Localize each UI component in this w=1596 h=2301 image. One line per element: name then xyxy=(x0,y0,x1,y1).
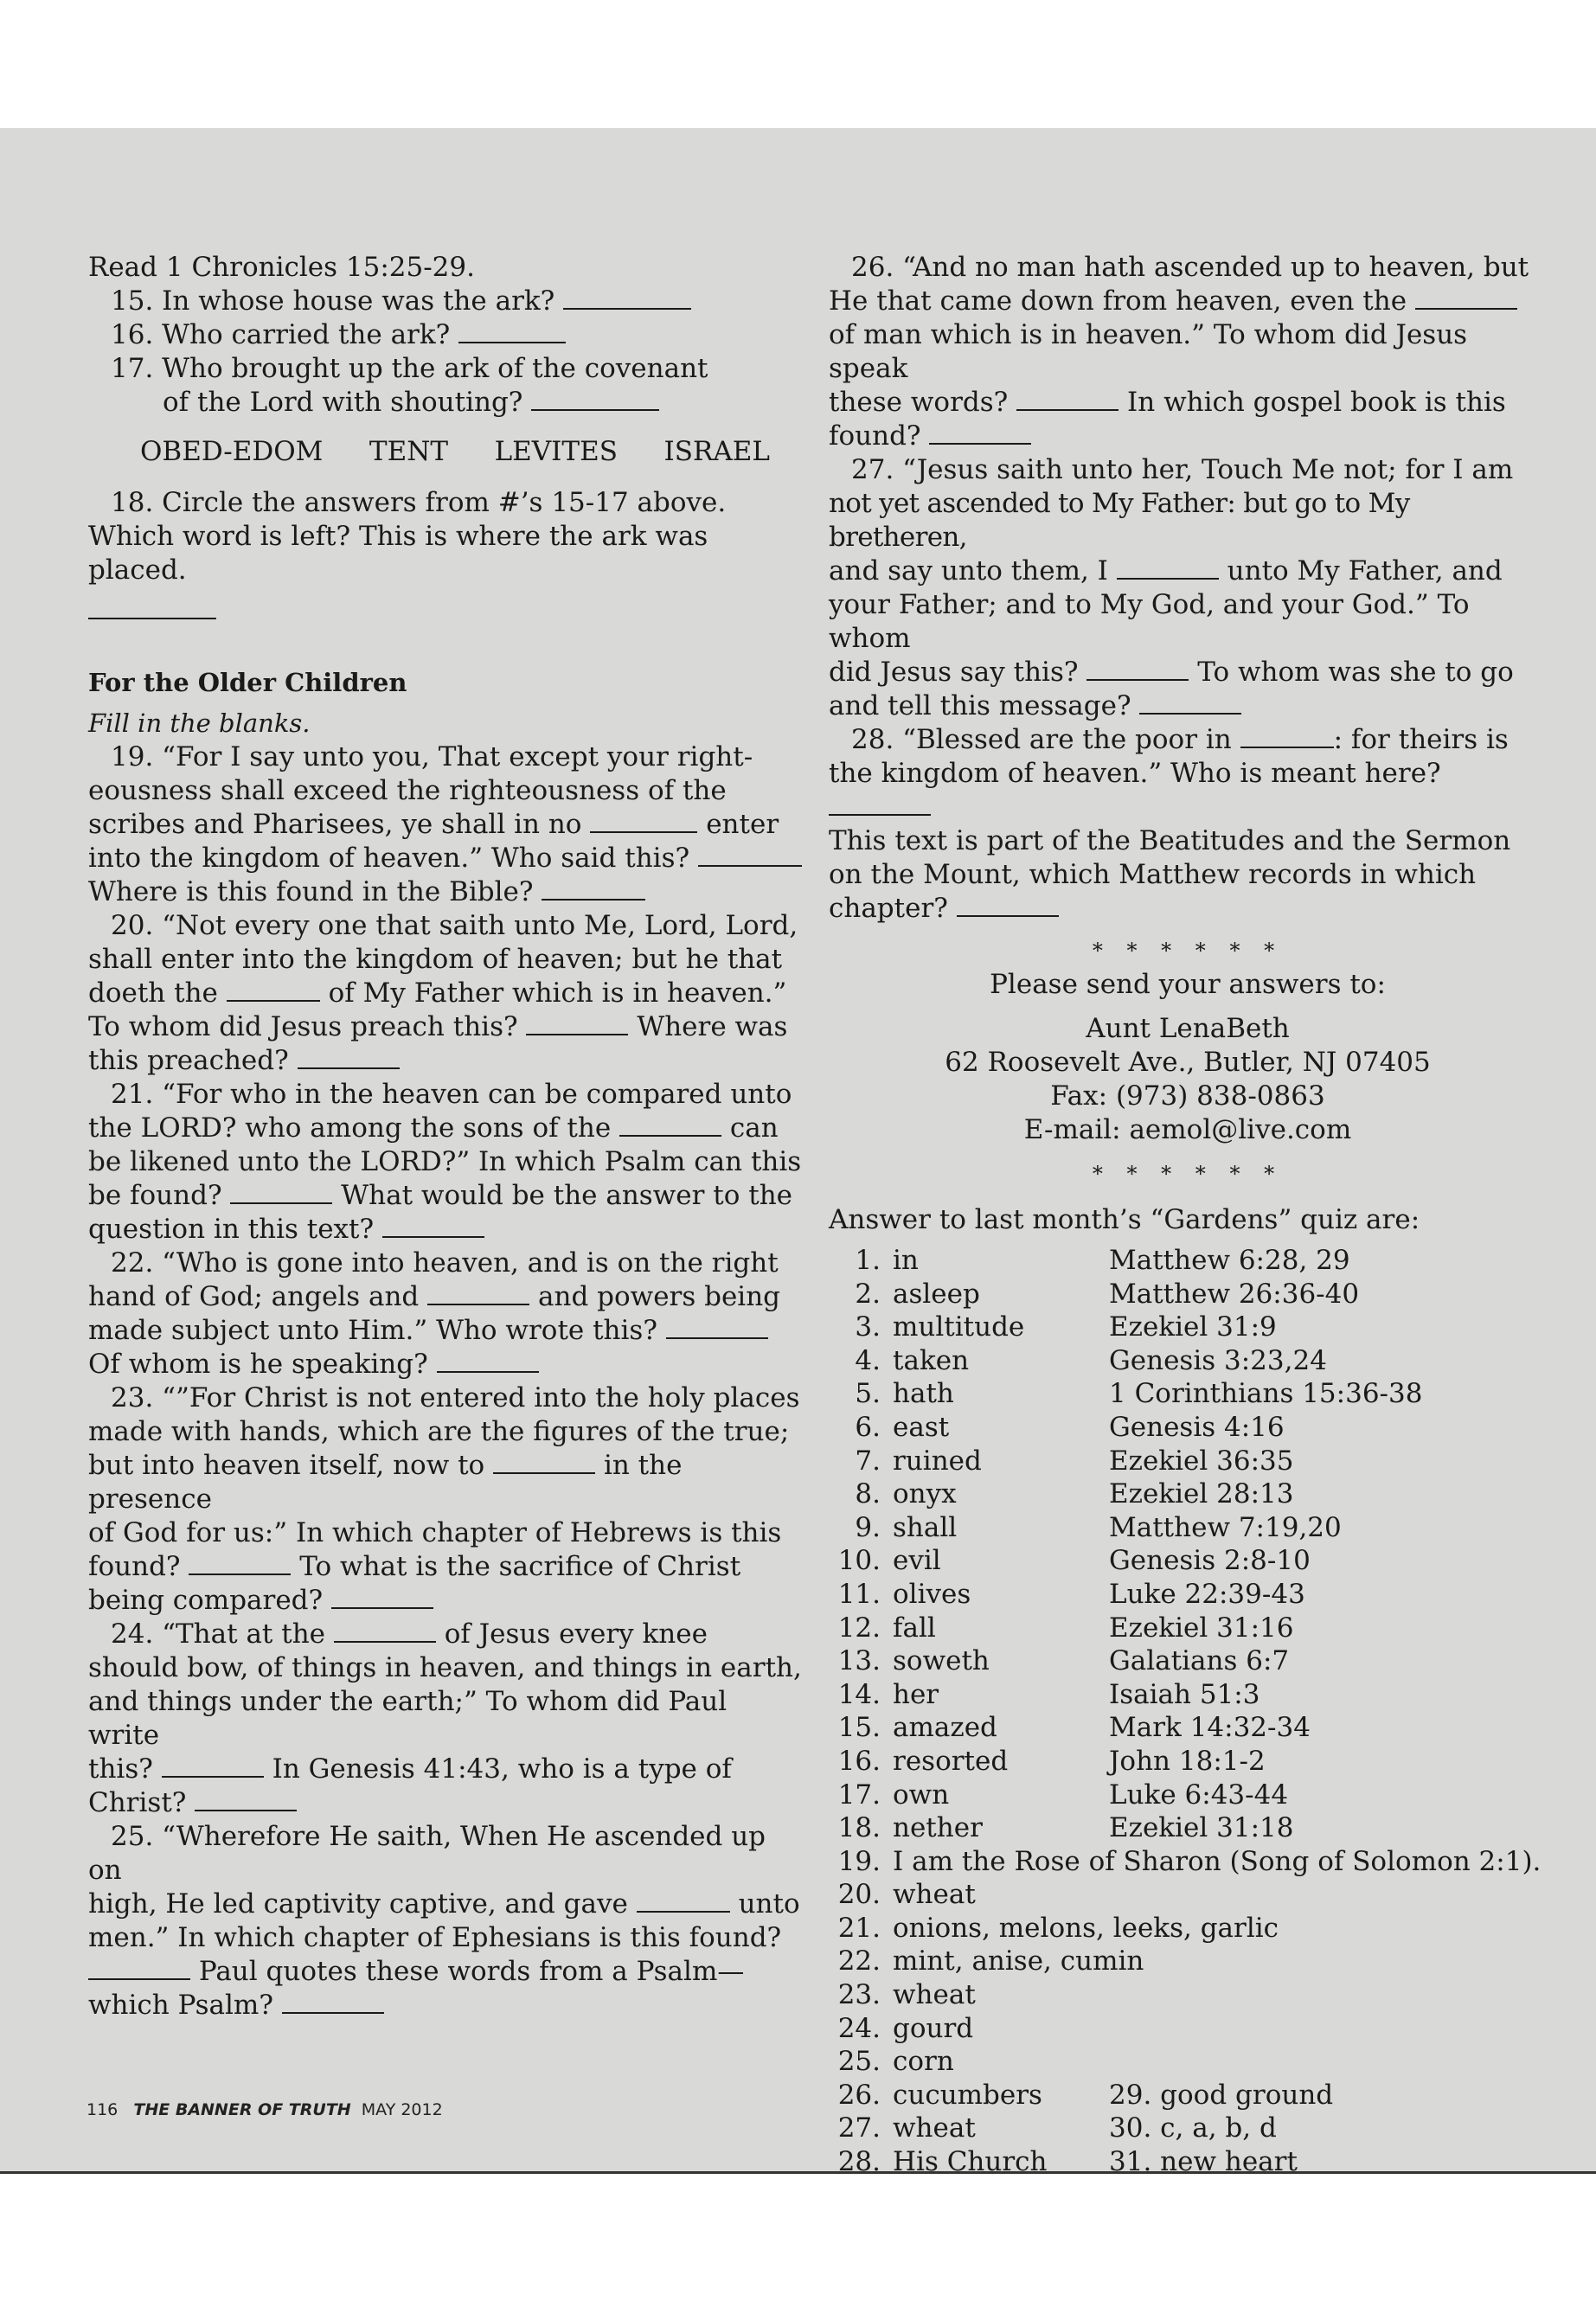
answer-word: c, a, b, d xyxy=(1160,2112,1277,2144)
answer-word: His Church xyxy=(893,2146,1048,2178)
answer-blank[interactable] xyxy=(829,795,931,816)
answer-word: asleep xyxy=(893,1278,980,1310)
answer-reference: John 18:1-2 xyxy=(1109,1745,1266,1777)
answer-number: 2. xyxy=(855,1278,881,1310)
answer-word: east xyxy=(893,1411,950,1443)
contact-fax: Fax: (973) 838-0863 xyxy=(1050,1080,1325,1112)
answer-number: 6. xyxy=(855,1411,881,1443)
answer-text: wheat xyxy=(893,1979,976,2011)
answer-reference: Ezekiel 31:18 xyxy=(1109,1812,1294,1844)
question-17: 17. Who brought up the ark of the covenant xyxy=(111,353,708,384)
answer-blank[interactable] xyxy=(437,1352,539,1373)
answer-row xyxy=(829,1445,1547,1478)
answer-text: onions, melons, leeks, garlic xyxy=(893,1912,1279,1944)
answer-blank[interactable] xyxy=(382,1217,484,1238)
answer-row xyxy=(829,1578,1547,1612)
question-22: 22. “Who is gone into heaven, and is on the right hand of God; angels and and powers being made subject unto Him.” Who wrote this? Of whom is he speaking? xyxy=(88,1247,781,1380)
answer-reference: Luke 6:43-44 xyxy=(1109,1779,1289,1811)
answer-word: shall xyxy=(893,1511,958,1543)
answer-blank[interactable] xyxy=(1016,390,1118,411)
answer-number: 11. xyxy=(837,1578,881,1610)
scan-bottom-margin xyxy=(0,2174,1596,2301)
question-28: 28. “Blessed are the poor in : for theirs is the kingdom of heaven.” Who is meant here? This text is part of the Beatitudes and the Sermon on the Mount, which Matthew records in which chapter? xyxy=(829,724,1511,924)
answer-blank[interactable] xyxy=(1086,660,1189,681)
answer-blank[interactable] xyxy=(162,1757,264,1778)
answer-number: 3. xyxy=(855,1311,881,1343)
answer-word: olives xyxy=(893,1578,971,1610)
section-heading: For the Older Children xyxy=(88,668,407,697)
answer-reference: Matthew 26:36-40 xyxy=(1109,1278,1360,1310)
answer-row xyxy=(829,1811,1547,1845)
answer-word: wheat xyxy=(893,2112,976,2144)
answer-row xyxy=(829,1912,1547,1945)
answer-row xyxy=(829,1344,1547,1378)
question-21: 21. “For who in the heaven can be compared unto the LORD? who among the sons of the can be likened unto the LORD?” In which Psalm can this be found? What would be the answer to the question in this text? xyxy=(88,1079,802,1245)
answer-reference: Genesis 4:16 xyxy=(1109,1411,1285,1443)
answer-number: 25. xyxy=(837,2046,881,2078)
answer-row xyxy=(829,1978,1547,2012)
answer-number: 31. xyxy=(1109,2146,1152,2178)
answer-text: mint, anise, cumin xyxy=(893,1945,1144,1977)
question-19: 19. “For I say unto you, That except your right- eousness shall exceed the righteousness of the scribes and Pharisees, ye shall in no enter into the kingdom of heaven.” Who said this? Where is this found in the Bible? xyxy=(88,740,804,909)
answer-number: 18. xyxy=(837,1812,881,1844)
answer-row xyxy=(829,1612,1547,1645)
answer-row xyxy=(829,1477,1547,1511)
answer-number: 5. xyxy=(855,1378,881,1410)
answer-row xyxy=(829,1544,1547,1578)
word-bank xyxy=(88,435,804,469)
answer-row xyxy=(829,1278,1547,1311)
answer-number: 29. xyxy=(1109,2079,1152,2111)
answer-reference: Ezekiel 31:9 xyxy=(1109,1311,1277,1343)
read-instruction: Read 1 Chronicles 15:25-29. xyxy=(88,252,475,283)
question-27: 27. “Jesus saith unto her, Touch Me not; for I am not yet ascended to My Father: but go to My bretheren, and say unto them, I unto My Father, and your Father; and to My God, and your God.” To whom did Jesus say this? To whom was she to go and tell this message? xyxy=(829,454,1514,721)
question-18-answer xyxy=(88,594,804,628)
answer-row xyxy=(829,2145,1547,2179)
answer-number: 7. xyxy=(855,1445,881,1477)
answer-text: wheat xyxy=(893,1879,976,1911)
section-instruction: Fill in the blanks. xyxy=(88,708,311,738)
separator-stars: * * * * * * xyxy=(1092,939,1284,963)
word-bank-item: ISRAEL xyxy=(663,436,770,467)
answer-number: 4. xyxy=(855,1344,881,1376)
right-column xyxy=(829,251,1547,2179)
answer-row xyxy=(829,1678,1547,1712)
answer-blank[interactable] xyxy=(189,1554,291,1575)
answer-word: hath xyxy=(893,1378,954,1410)
answer-blank[interactable] xyxy=(230,1183,332,1204)
answer-text: I am the Rose of Sharon (Song of Solomon 2:1). xyxy=(893,1845,1542,1877)
answer-word: evil xyxy=(893,1545,941,1577)
answer-word: ruined xyxy=(893,1445,982,1477)
answer-word: own xyxy=(893,1779,950,1811)
question-15: 15. In whose house was the ark? xyxy=(88,285,804,318)
answer-word: multitude xyxy=(893,1311,1025,1343)
answer-row xyxy=(829,2012,1547,2046)
answer-blank[interactable] xyxy=(195,1791,297,1811)
separator-stars: * * * * * * xyxy=(1092,1162,1284,1186)
answer-blank[interactable] xyxy=(331,1588,433,1609)
contact-email[interactable]: E-mail: aemol@live.com xyxy=(1023,1114,1352,1145)
answer-word: resorted xyxy=(893,1745,1009,1777)
answer-blank[interactable] xyxy=(282,1993,384,2014)
answer-number: 28. xyxy=(837,2146,881,2178)
answer-number: 8. xyxy=(855,1478,881,1510)
answer-blank[interactable] xyxy=(1240,727,1334,748)
answer-reference: Genesis 3:23,24 xyxy=(1109,1344,1327,1376)
answer-blank[interactable] xyxy=(88,1959,190,1980)
answer-reference: Ezekiel 28:13 xyxy=(1109,1478,1294,1510)
answer-blank[interactable] xyxy=(1139,694,1241,715)
answer-number: 17. xyxy=(837,1779,881,1811)
answer-reference: Luke 22:39-43 xyxy=(1109,1578,1305,1610)
answer-number: 20. xyxy=(837,1879,881,1911)
answer-row xyxy=(829,1377,1547,1411)
answer-word: onyx xyxy=(893,1478,957,1510)
answer-blank[interactable] xyxy=(526,1015,628,1035)
contact-address: 62 Roosevelt Ave., Butler, NJ 07405 xyxy=(945,1047,1431,1078)
answer-blank[interactable] xyxy=(637,1892,730,1913)
answer-number: 12. xyxy=(837,1612,881,1644)
answer-blank[interactable] xyxy=(619,1116,721,1137)
answer-row xyxy=(829,1745,1547,1779)
answer-number: 21. xyxy=(837,1912,881,1944)
answer-row xyxy=(829,2045,1547,2079)
answer-row xyxy=(829,1945,1547,1978)
answer-number: 19. xyxy=(837,1845,881,1877)
answer-blank[interactable] xyxy=(493,1453,595,1474)
answer-word: taken xyxy=(893,1344,970,1376)
answer-blank[interactable] xyxy=(298,1048,400,1069)
answer-blank[interactable] xyxy=(929,424,1031,445)
question-26: 26. “And no man hath ascended up to heaven, but He that came down from heaven, even the of man which is in heaven.” To whom did Jesus speak these words? In which gospel book is this found? xyxy=(829,252,1529,452)
answer-row xyxy=(829,1711,1547,1745)
contact-block xyxy=(829,968,1547,1147)
question-17-cont: of the Lord with shouting? xyxy=(88,386,804,420)
answer-blank[interactable] xyxy=(590,812,697,833)
answer-word: fall xyxy=(893,1612,936,1644)
answers-table xyxy=(829,1244,1547,2179)
answer-reference: Isaiah 51:3 xyxy=(1109,1678,1260,1710)
word-bank-item: TENT xyxy=(369,436,449,467)
answer-blank[interactable] xyxy=(1117,559,1219,580)
answer-word: amazed xyxy=(893,1712,997,1744)
answer-number: 10. xyxy=(837,1545,881,1577)
answer-word: her xyxy=(893,1678,939,1710)
answer-reference: 1 Corinthians 15:36-38 xyxy=(1109,1378,1423,1410)
answer-row xyxy=(829,2112,1547,2145)
page-footer xyxy=(87,2100,443,2119)
question-16: 16. Who carried the ark? xyxy=(88,318,804,352)
answer-number: 14. xyxy=(837,1678,881,1710)
answer-blank[interactable] xyxy=(1415,289,1517,310)
answer-row xyxy=(829,1644,1547,1678)
answer-reference: Matthew 6:28, 29 xyxy=(1109,1245,1350,1276)
question-24: 24. “That at the of Jesus every knee should bow, of things in heaven, and things in earth, and things under the earth;” To whom did Paul write this? In Genesis 41:43, who is a type of Christ? xyxy=(88,1618,802,1818)
question-25: 25. “Wherefore He saith, When He ascended up on high, He led captivity captive, and gave unto men.” In which chapter of Ephesians is this found? Paul quotes these words from a Psalm— which Psalm? xyxy=(88,1821,800,2021)
answer-reference: Matthew 7:19,20 xyxy=(1109,1511,1342,1543)
answer-reference: Ezekiel 31:16 xyxy=(1109,1612,1294,1644)
answer-number: 30. xyxy=(1109,2112,1152,2144)
answer-blank[interactable] xyxy=(88,599,216,619)
magazine-title: THE BANNER OF TRUTH xyxy=(133,2100,351,2119)
answer-row xyxy=(829,1311,1547,1344)
answer-row xyxy=(829,1878,1547,1912)
answer-text: gourd xyxy=(893,2012,974,2044)
left-column xyxy=(88,251,804,2022)
answer-row xyxy=(829,1511,1547,1545)
answer-row xyxy=(829,1845,1547,1879)
answer-blank[interactable] xyxy=(563,289,691,310)
answer-word: nether xyxy=(893,1812,983,1844)
send-instruction: Please send your answers to: xyxy=(990,969,1386,1000)
word-bank-item: LEVITES xyxy=(494,436,618,467)
answer-word: cucumbers xyxy=(893,2079,1042,2111)
answer-blank[interactable] xyxy=(458,323,566,343)
answer-reference: Ezekiel 36:35 xyxy=(1109,1445,1294,1477)
answer-row xyxy=(829,1244,1547,1278)
answer-text: corn xyxy=(893,2046,954,2078)
answer-number: 23. xyxy=(837,1979,881,2011)
answer-blank[interactable] xyxy=(427,1285,529,1305)
question-18: 18. Circle the answers from #’s 15-17 above. xyxy=(111,487,727,518)
answer-number: 16. xyxy=(837,1745,881,1777)
answer-word: soweth xyxy=(893,1645,990,1677)
answer-number: 1. xyxy=(855,1245,881,1276)
answer-blank[interactable] xyxy=(542,880,645,901)
question-23: 23. “”For Christ is not entered into the holy places made with hands, which are the figures of the true; but into heaven itself, now to in the presence of God for us:” In which chapter of Hebrews is this found? To what is the sacrifice of Christ being compared? xyxy=(88,1382,800,1616)
answer-row xyxy=(829,1779,1547,1812)
answer-word: new heart xyxy=(1160,2146,1298,2178)
question-20: 20. “Not every one that saith unto Me, Lord, Lord, shall enter into the kingdom of heaven; but he that doeth the of My Father which is in heaven.” To whom did Jesus preach this? Where was this preached? xyxy=(88,910,798,1076)
answer-number: 24. xyxy=(837,2012,881,2044)
answer-number: 22. xyxy=(837,1945,881,1977)
answer-reference: Galatians 6:7 xyxy=(1109,1645,1290,1677)
scan-top-margin xyxy=(0,0,1596,128)
answer-word: in xyxy=(893,1245,919,1276)
answer-blank[interactable] xyxy=(531,390,659,411)
answer-number: 26. xyxy=(837,2079,881,2111)
answer-blank[interactable] xyxy=(698,846,802,867)
answer-number: 15. xyxy=(837,1712,881,1744)
answer-blank[interactable] xyxy=(666,1318,768,1339)
page-number: 116 xyxy=(87,2100,119,2119)
answers-title: Answer to last month’s “Gardens” quiz are: xyxy=(829,1204,1420,1235)
answer-row xyxy=(829,2079,1547,2112)
answer-blank[interactable] xyxy=(957,896,1059,917)
answer-blank[interactable] xyxy=(227,981,320,1002)
contact-name: Aunt LenaBeth xyxy=(1086,1013,1290,1044)
issue-date: MAY 2012 xyxy=(361,2100,443,2119)
answer-number: 27. xyxy=(837,2112,881,2144)
answer-reference: Genesis 2:8-10 xyxy=(1109,1545,1311,1577)
answer-number: 13. xyxy=(837,1645,881,1677)
answer-reference: Mark 14:32-34 xyxy=(1109,1712,1311,1744)
answer-blank[interactable] xyxy=(334,1622,436,1643)
answer-word: good ground xyxy=(1160,2079,1334,2111)
word-bank-item: OBED-EDOM xyxy=(140,436,324,467)
question-18-cont: Which word is left? This is where the ark was placed. xyxy=(88,521,708,586)
answer-row xyxy=(829,1411,1547,1445)
answer-number: 9. xyxy=(855,1511,881,1543)
